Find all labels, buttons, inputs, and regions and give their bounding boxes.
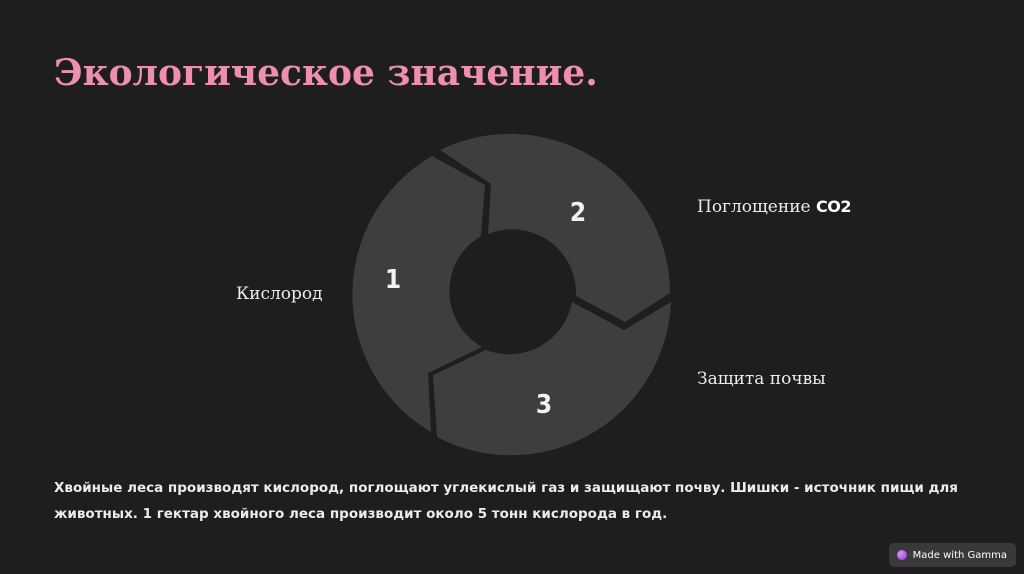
cycle-segment-3 xyxy=(433,302,671,455)
gamma-logo-icon xyxy=(897,550,907,560)
label-co2-absorption: Поглощение CO2 xyxy=(697,197,851,217)
segment-1-number: 1 xyxy=(384,265,402,295)
badge-label: Made with Gamma xyxy=(912,549,1007,561)
segment-3-number: 3 xyxy=(535,390,553,420)
co2-text: CO2 xyxy=(816,197,851,216)
label-oxygen: Кислород xyxy=(236,284,323,304)
page-title: Экологическое значение. xyxy=(54,52,598,94)
label-soil-protection: Защита почвы xyxy=(697,369,826,389)
segment-2-number: 2 xyxy=(569,198,587,228)
description-text: Хвойные леса производят кислород, поглощают углекислый газ и защищают почву. Шишки - источник пищи для животных. 1 гектар хвойного леса производит около 5 тонн кислорода в год. xyxy=(54,480,958,522)
made-with-gamma-badge[interactable] xyxy=(889,543,1016,567)
